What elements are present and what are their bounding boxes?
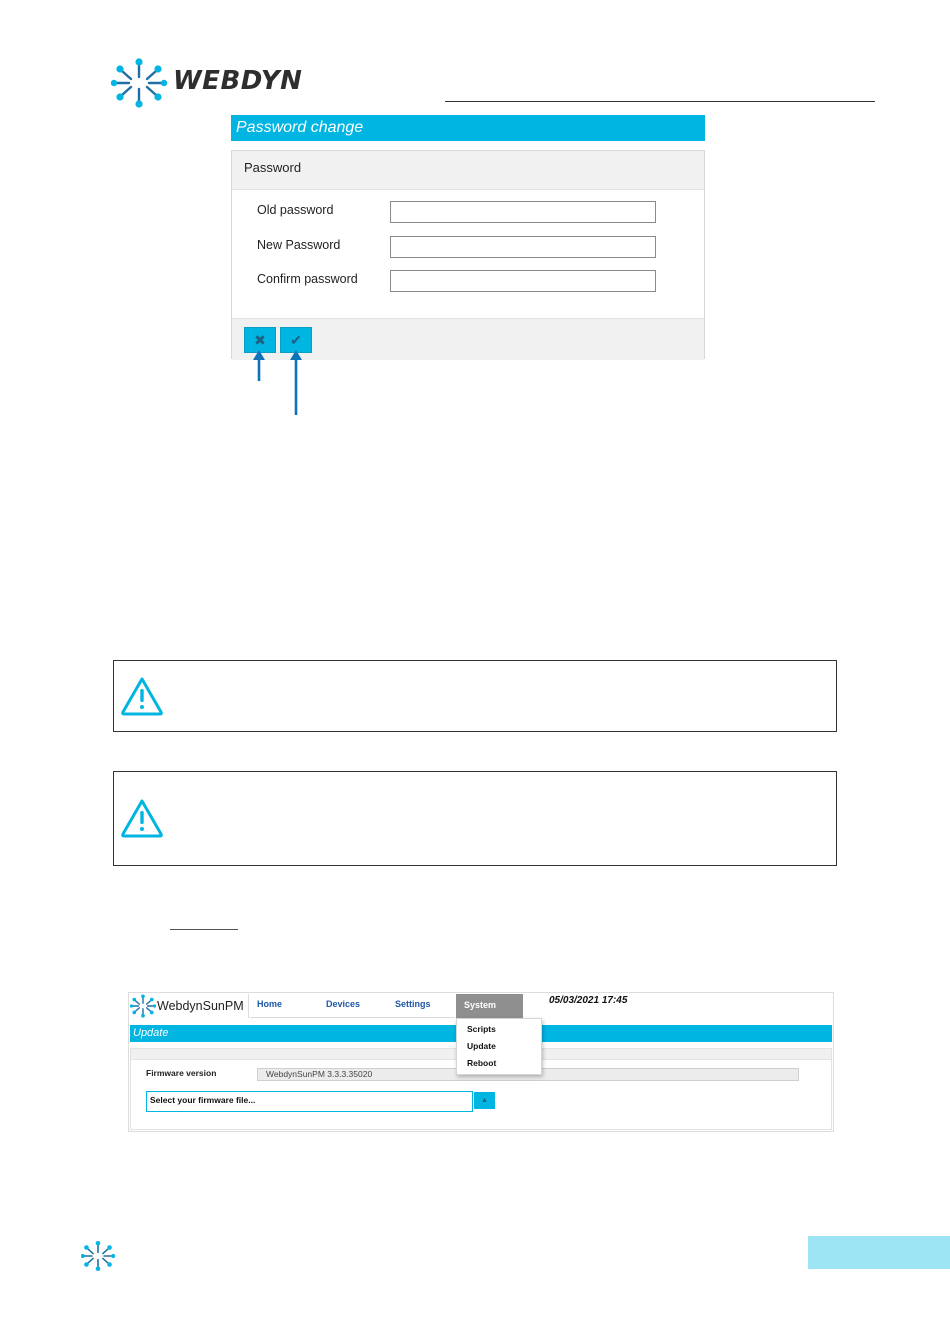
section-underline [170, 929, 238, 930]
datetime-display: 05/03/2021 17:45 [549, 995, 628, 1006]
menu-item-update[interactable]: Update [467, 1041, 496, 1051]
old-password-input[interactable] [390, 201, 656, 223]
password-section-heading: Password [232, 151, 704, 190]
confirm-password-input[interactable] [390, 270, 656, 292]
password-change-title: Password change [231, 115, 705, 141]
firmware-version-label: Firmware version [146, 1068, 217, 1078]
nav-home[interactable]: Home [257, 999, 283, 1009]
warning-box-1 [113, 660, 837, 732]
old-password-label: Old password [257, 203, 334, 217]
confirm-password-label: Confirm password [257, 272, 358, 286]
header-divider [445, 101, 875, 102]
firmware-version-value: WebdynSunPM 3.3.3.35020 [257, 1068, 799, 1081]
page-number-tab [808, 1236, 950, 1269]
nav-settings[interactable]: Settings [395, 999, 431, 1009]
app-brand-name: WebdynSunPM [157, 999, 244, 1013]
warning-box-2 [113, 771, 837, 866]
firmware-file-input[interactable]: Select your firmware file... [146, 1091, 473, 1112]
confirm-arrow-icon [289, 350, 303, 416]
nav-system[interactable]: System [456, 994, 523, 1018]
warning-icon [120, 676, 164, 716]
webdyn-logo-icon [130, 994, 156, 1018]
close-icon: ✖ [254, 332, 266, 348]
nav-divider [248, 994, 249, 1018]
new-password-label: New Password [257, 238, 341, 252]
password-change-panel [231, 150, 705, 359]
footer-logo-icon [81, 1240, 115, 1272]
new-password-input[interactable] [390, 236, 656, 258]
system-menu [456, 1018, 542, 1075]
upload-button[interactable] [474, 1092, 495, 1109]
cancel-arrow-icon [252, 350, 266, 382]
menu-item-scripts[interactable]: Scripts [467, 1024, 496, 1034]
upload-arrow-icon: ▲ [481, 1097, 488, 1104]
check-icon: ✔ [290, 332, 302, 348]
webdyn-logo-icon [111, 57, 167, 109]
nav-underline [250, 1017, 455, 1018]
nav-devices[interactable]: Devices [326, 999, 361, 1009]
update-title: Update [130, 1025, 832, 1042]
brand-name: WEBDYN [173, 66, 303, 96]
warning-icon [120, 798, 164, 838]
menu-item-reboot[interactable]: Reboot [467, 1058, 497, 1068]
